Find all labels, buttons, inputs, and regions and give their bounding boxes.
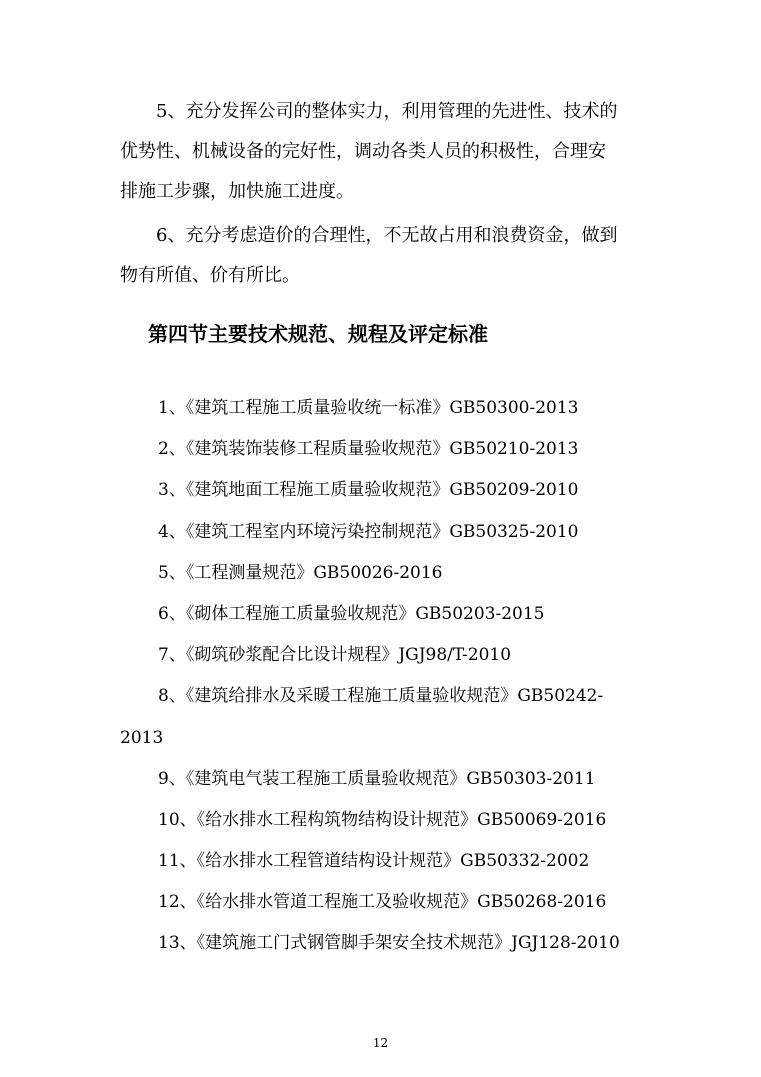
standard-text: 9、《建筑电气装工程施工质量验收规范》GB50303-2011	[158, 768, 596, 789]
list-item	[0, 676, 761, 758]
standard-text: 3、《建筑地面工程施工质量验收规范》GB50209-2010	[158, 480, 579, 501]
standard-text: 4、《建筑工程室内环境污染控制规范》GB50325-2010	[158, 521, 579, 542]
standards-list	[0, 388, 761, 965]
paragraph-5	[120, 92, 640, 212]
list-item	[0, 594, 761, 635]
list-item	[0, 388, 761, 429]
standard-text: 8、《建筑给排水及采暖工程施工质量验收规范》GB50242-	[158, 686, 604, 707]
list-item	[0, 512, 761, 553]
list-item	[0, 553, 761, 594]
list-item	[0, 635, 761, 676]
paragraph-6	[120, 216, 640, 296]
paragraph-line: 物有所值、价有所比。	[120, 265, 300, 286]
list-item	[0, 759, 761, 800]
standard-text: 12、《给水排水管道工程施工及验收规范》GB50268-2016	[158, 892, 607, 913]
list-item	[0, 800, 761, 841]
paragraph-line: 5、充分发挥公司的整体实力，利用管理的先进性、技术的	[156, 101, 618, 122]
paragraph-line: 优势性、机械设备的完好性，调动各类人员的积极性，合理安	[120, 141, 606, 162]
list-item	[0, 429, 761, 470]
paragraph-line: 排施工步骤，加快施工进度。	[120, 181, 354, 202]
paragraph-line: 6、充分考虑造价的合理性，不无故占用和浪费资金，做到	[156, 225, 618, 246]
standard-text: 11、《给水排水工程管道结构设计规范》GB50332-2002	[158, 851, 590, 872]
page-number: 12	[372, 1036, 389, 1050]
list-item	[0, 470, 761, 511]
standard-text: 6、《砌体工程施工质量验收规范》GB50203-2015	[158, 603, 545, 624]
standard-text: 13、《建筑施工门式钢管脚手架安全技术规范》JGJ128-2010	[158, 933, 620, 954]
standard-text: 5、《工程测量规范》GB50026-2016	[158, 562, 443, 583]
standard-text: 10、《给水排水工程构筑物结构设计规范》GB50069-2016	[158, 809, 607, 830]
standard-text: 7、《砌筑砂浆配合比设计规程》JGJ98/T-2010	[158, 645, 512, 666]
standard-text: 2、《建筑装饰装修工程质量验收规范》GB50210-2013	[158, 439, 579, 460]
list-item	[0, 882, 761, 923]
standard-text: 1、《建筑工程施工质量验收统一标准》GB50300-2013	[158, 398, 579, 418]
section-heading: 第四节主要技术规范、规程及评定标准	[148, 322, 488, 346]
standard-text-continuation: 2013	[120, 727, 164, 748]
list-item	[0, 841, 761, 882]
list-item	[0, 923, 761, 964]
